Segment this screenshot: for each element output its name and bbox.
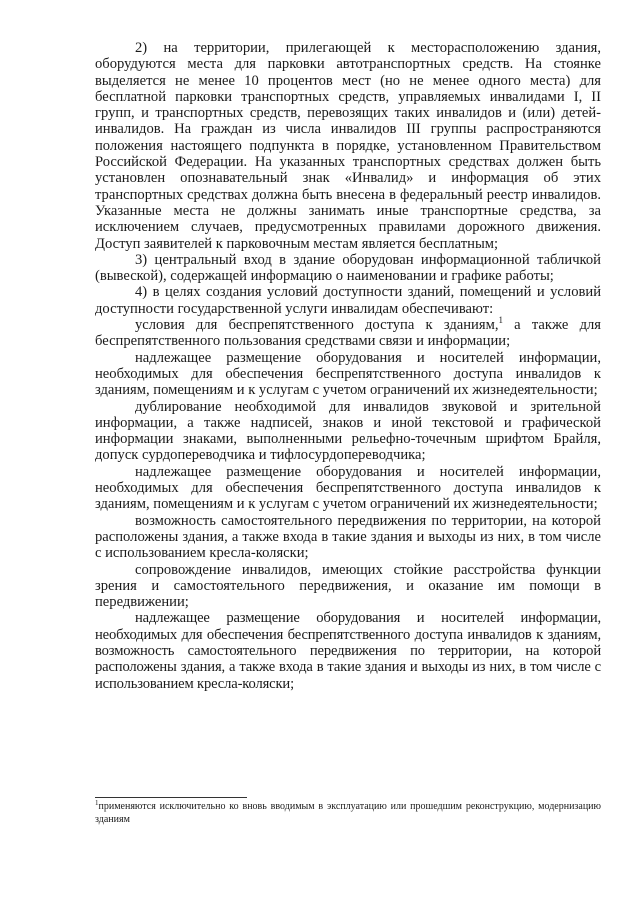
- paragraph-accessibility-intro: 4) в целях создания условий доступности зданий, помещений и условий доступности государственной услуги инвалидам обеспечивают:: [95, 284, 601, 317]
- paragraph-equipment-placement: надлежащее размещение оборудования и носителей информации, необходимых для обеспечения беспрепятственного доступа инвалидов к зданиям, помещениям и к услугам с учетом ограничений их жизнедеятельности;: [95, 349, 601, 399]
- footnote-reference: 1: [498, 315, 503, 326]
- paragraph-parking: 2) на территории, прилегающей к месторасположению здания, оборудуются места для парковки автотранспортных средств. На стоянке выделяется не менее 10 процентов мест (но не менее одного места) для бесплатной парковки транспортных средств, управляемых инвалидами I, II групп, и транспортных средств, перевозящих таких инвалидов и (или) детей-инвалидов. На граждан из числа инвалидов III группы распространяются положения настоящего подпункта в порядке, установленном Правительством Российской Федерации. На указанных транспортных средствах должен быть установлен опознавательный знак «Инвалид» и информация об этих транспортных средствах должна быть внесена в федеральный реестр инвалидов. Указанные места не должны занимать иные транспортные средства, за исключением случаев, предусмотренных правилами дорожного движения. Доступ заявителей к парковочным местам является бесплатным;: [95, 40, 601, 252]
- paragraph-escort-assistance: сопровождение инвалидов, имеющих стойкие расстройства функции зрения и самостоятельного передвижения, и оказание им помощи в передвижении;: [95, 561, 601, 611]
- paragraph-unobstructed-access: [95, 317, 601, 350]
- paragraph-entrance-sign: 3) центральный вход в здание оборудован информационной табличкой (вывеской), содержащей информацию о наименовании и графике работы;: [95, 251, 601, 285]
- paragraph-equipment-and-movement: надлежащее размещение оборудования и носителей информации, необходимых для обеспечения беспрепятственного доступа инвалидов к зданиям, возможность самостоятельного передвижения по территории, на которой расположены здания, а также входа в такие здания и выходы из них, в том числе с использованием кресла-коляски;: [95, 610, 601, 692]
- paragraph-equipment-placement-repeat: надлежащее размещение оборудования и носителей информации, необходимых для обеспечения беспрепятственного доступа инвалидов к зданиям, помещениям и к услугам с учетом ограничений их жизнедеятельности;: [95, 463, 601, 513]
- footnote: [95, 801, 601, 826]
- document-body: [95, 40, 601, 692]
- footnote-text: применяются исключительно ко вновь вводимым в эксплуатацию или прошедшим реконструкцию, модернизацию зданиям: [95, 801, 601, 825]
- paragraph-independent-movement: возможность самостоятельного передвижения по территории, на которой расположены здания, а также входа в такие здания и выходы из них, в том числе с использованием кресла-коляски;: [95, 512, 601, 562]
- footnote-number: 1: [95, 799, 99, 807]
- paragraph-braille-duplication: дублирование необходимой для инвалидов звуковой и зрительной информации, а также надписей, знаков и иной текстовой и графической информации знаками, выполненными рельефно-точечным шрифтом Брайля, допуск сурдопереводчика и тифлосурдопереводчика;: [95, 398, 601, 464]
- footnote-separator: [95, 797, 247, 798]
- paragraph-text: условия для беспрепятственного доступа к зданиям,: [135, 317, 499, 334]
- paragraph-text: а также для беспрепятственного пользования средствами связи и информации;: [95, 317, 601, 350]
